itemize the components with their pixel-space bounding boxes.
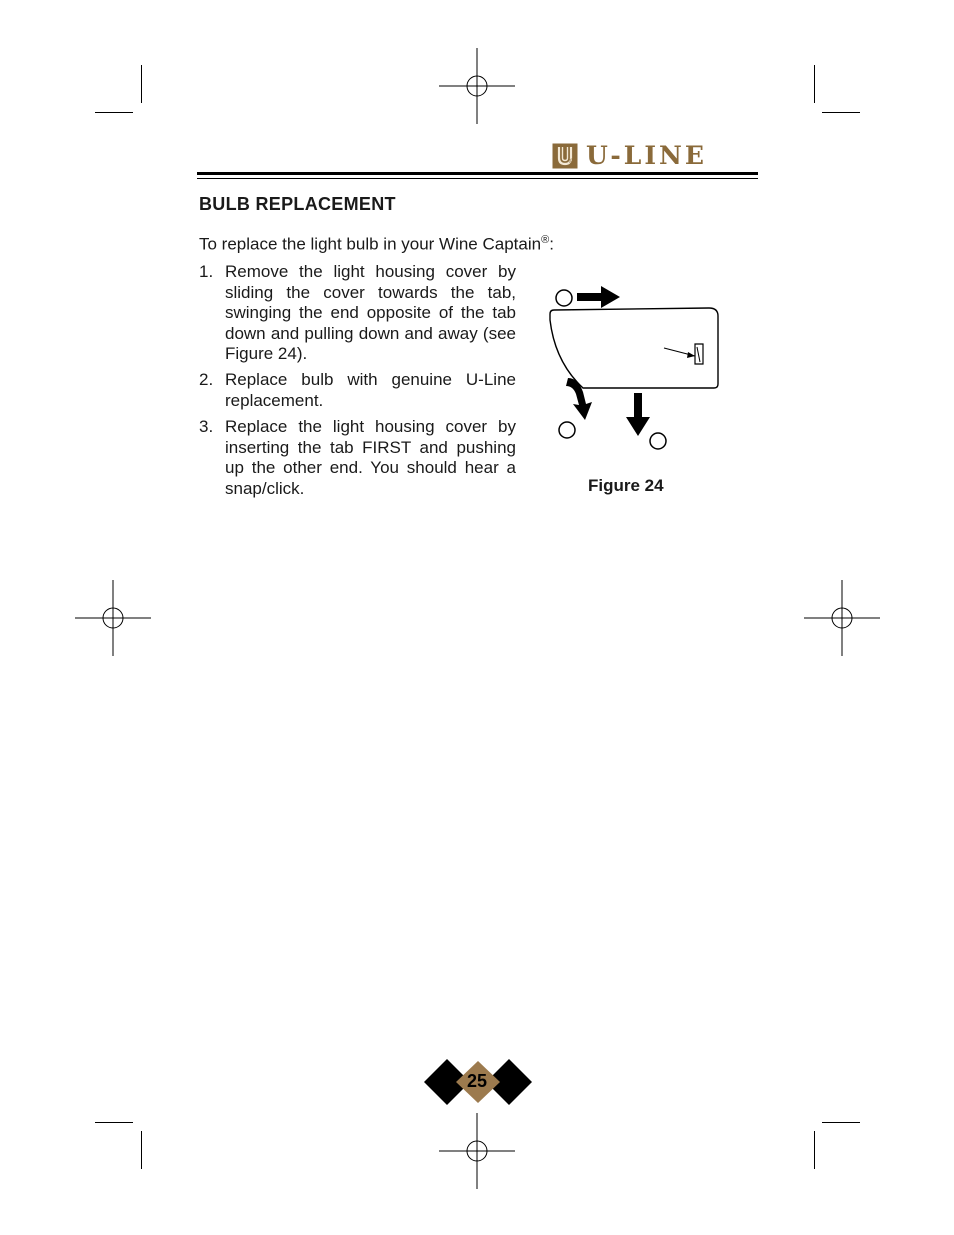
step-circle-icon [650,433,666,449]
crop-mark [141,65,142,103]
registration-mark [804,580,880,656]
figure-illustration [545,280,725,455]
crop-mark [822,112,860,113]
list-item [199,262,516,365]
crop-mark [95,1122,133,1123]
step-number: 1. [199,262,214,281]
step-number: 3. [199,417,214,437]
list-item [199,370,516,411]
registration-mark [439,1113,515,1189]
step-text: Remove the light housing cover by sliding the cover towards the tab, swinging the end opposite of the tab down and pulling down and away (see Figure 24). [225,262,516,364]
section-title: BULB REPLACEMENT [199,194,396,214]
crop-mark [814,65,815,103]
figure-caption: Figure 24 [588,476,664,495]
crop-mark [814,1131,815,1169]
step-number: 2. [199,370,214,390]
step-text: Replace bulb with genuine U-Line replacement. [225,370,516,411]
step-circle-icon [559,422,575,438]
brand-name: U-LINE [586,141,707,170]
arrow-down-icon [626,393,650,436]
header-rule [197,172,758,175]
crop-mark [141,1131,142,1169]
tab-icon [695,344,703,364]
registration-mark [75,580,151,656]
list-item [199,417,516,499]
crop-mark [822,1122,860,1123]
crop-mark [95,112,133,113]
intro-text: To replace the light bulb in your Wine Captain®: [199,234,554,254]
page-number: 25 [466,1071,488,1091]
brand-logo [552,142,707,170]
housing-cover-icon [550,308,718,388]
arrow-right-icon [577,286,620,308]
steps-list [199,262,516,505]
step-circle-icon [556,290,572,306]
registration-mark [439,48,515,124]
header-rule [197,178,758,179]
brand-registered-mark: ® [569,159,575,166]
step-text: Replace the light housing cover by inserting the tab FIRST and pushing up the other end. You should hear a snap/click. [225,417,516,498]
